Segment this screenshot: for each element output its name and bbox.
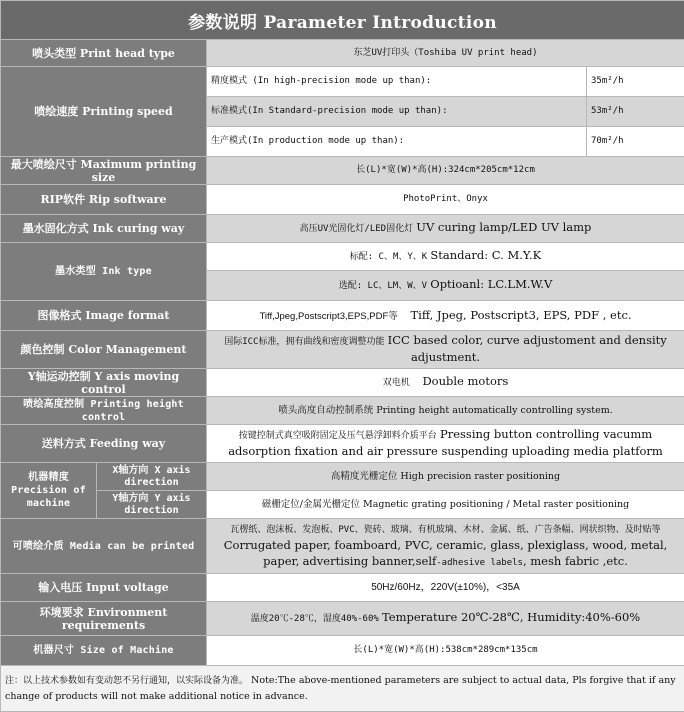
speed-mode-value: 35m²/h (587, 67, 684, 97)
row-environment (1, 602, 684, 636)
image-format-cn: Tiff,Jpeg,Postscript3,EPS,PDF等 (259, 310, 398, 322)
feeding-value-en: Pressing button controlling vacumm adsorption fixation and air pressure suspending uploading media platform (228, 427, 663, 458)
speed-mode-value: 53m²/h (587, 97, 684, 127)
voltage-label: 输入电压 Input voltage (1, 574, 207, 602)
row-note (1, 666, 684, 712)
max-size-value: 长(L)*宽(W)*高(H):324cm*205cm*12cm (207, 157, 684, 185)
row-color (1, 331, 684, 369)
ink-optional (207, 271, 684, 301)
media-value-cn: 瓦楞纸、泡沫板、发泡板、PVC、瓷砖、玻璃、有机玻璃、木材、金属、纸、广告条幅、网状织物、及时贴等 (230, 524, 661, 535)
feeding-value (207, 425, 684, 463)
color-value-en: ICC based color, curve adjustoment and density adjustment. (387, 333, 667, 364)
speed-label: 喷绘速度 Printing speed (1, 67, 207, 157)
page-title: 参数说明 Parameter Introduction (1, 1, 684, 40)
speed-mode-label: 精度模式 (In high-precision mode up than): (207, 67, 587, 97)
media-value-en-c: -adhesive labels (436, 557, 523, 568)
y-axis-value-cn: 双电机 (382, 378, 410, 388)
row-y-axis (1, 369, 684, 397)
max-size-label: 最大喷绘尺寸 Maximum printing size (1, 157, 207, 185)
ink-standard (207, 243, 684, 271)
curing-value-en: UV curing lamp/LED UV lamp (416, 220, 592, 234)
curing-value (207, 215, 684, 243)
media-value (207, 519, 684, 574)
media-label: 可喷绘介质 Media can be printed (1, 519, 207, 574)
footnote-cn: 注：以上技术参数如有变动恕不另行通知，以实际设备为准。 (5, 676, 249, 686)
image-format-en: Tiff, Jpeg, Postscript3, EPS, PDF , etc. (410, 307, 632, 322)
size-label: 机器尺寸 Size of Machine (1, 636, 207, 666)
print-head-label: 喷头类型 Print head type (1, 40, 207, 67)
rip-label: RIP软件 Rip software (1, 185, 207, 215)
environment-value-en: Temperature 20℃-28℃, Humidity:40%-60% (381, 610, 641, 624)
row-speed-1 (1, 67, 684, 97)
row-voltage (1, 574, 684, 602)
curing-label: 墨水固化方式 Ink curing way (1, 215, 207, 243)
row-rip (1, 185, 684, 215)
color-label: 颜色控制 Color Management (1, 331, 207, 369)
media-value-en-d: , mesh fabric ,etc. (522, 553, 628, 568)
precision-y-label: Y轴方向 Y axis direction (97, 491, 207, 519)
y-axis-label: Y轴运动控制 Y axis moving control (1, 369, 207, 397)
ink-standard-en: Standard: C. M.Y.K (430, 248, 542, 262)
ink-optional-cn: 选配: LC、LM、W、V (338, 281, 428, 291)
precision-x-value: 高精度光栅定位 High precision raster positioning (207, 463, 684, 491)
color-value (207, 331, 684, 369)
rip-value: PhotoPrint、Onyx (207, 185, 684, 215)
y-axis-value (207, 369, 684, 397)
media-value-en-a: Corrugated paper, foamboard, PVC, ceramic, glass, plexiglass, wood, metal, paper, (223, 537, 668, 568)
footnote-en: Note:The above-mentioned parameters are subject to actual data, Pls forgive that if any change of products will not make additional notice in advance. (5, 675, 676, 702)
row-feeding (1, 425, 684, 463)
footnote (1, 666, 684, 712)
feeding-label: 送料方式 Feeding way (1, 425, 207, 463)
row-max-size (1, 157, 684, 185)
image-format-value (207, 301, 684, 331)
size-value: 长(L)*宽(W)*高(H):538cm*289cm*135cm (207, 636, 684, 666)
row-print-head (1, 40, 684, 67)
ink-type-label: 墨水类型 Ink type (1, 243, 207, 301)
curing-value-cn: 高压UV光固化灯/LED固化灯 (299, 224, 414, 234)
row-size (1, 636, 684, 666)
row-precision-y (1, 491, 684, 519)
row-image-format (1, 301, 684, 331)
y-axis-value-en: Double motors (422, 374, 509, 388)
row-height-control (1, 397, 684, 425)
precision-x-label: X轴方向 X axis direction (97, 463, 207, 491)
image-format-label: 图像格式 Image format (1, 301, 207, 331)
environment-value (207, 602, 684, 636)
print-head-value: 东芝UV打印头（Toshiba UV print head) (207, 40, 684, 67)
feeding-value-cn: 按键控制式真空吸附固定及压气悬浮卸料介质平台 (238, 431, 437, 441)
precision-label: 机器精度 Precision of machine (1, 463, 97, 519)
environment-label: 环境要求 Environment requirements (1, 602, 207, 636)
row-ink-1 (1, 243, 684, 271)
title-row (1, 1, 684, 40)
voltage-value: 50Hz/60Hz，220V(±10%)，<35A (207, 574, 684, 602)
ink-optional-en: Optioanl: LC.LM.W.V (430, 277, 553, 291)
color-value-cn: 国际ICC标准，拥有曲线和密度调整功能 (224, 337, 385, 347)
speed-mode-label: 生产模式(In production mode up than): (207, 127, 587, 157)
speed-mode-label: 标准模式(In Standard-precision mode up than): (207, 97, 587, 127)
height-control-value: 喷头高度自动控制系统 Printing height automatically controlling system. (207, 397, 684, 425)
ink-standard-cn: 标配: C、M、Y、K (349, 252, 428, 262)
speed-mode-value: 70m²/h (587, 127, 684, 157)
row-media (1, 519, 684, 574)
environment-value-cn: 温度20℃-28℃，湿度40%-60% (250, 614, 379, 624)
height-control-label: 喷绘高度控制 Printing height control (1, 397, 207, 425)
row-curing (1, 215, 684, 243)
row-precision-x (1, 463, 684, 491)
media-value-en-b: advertising banner,self (302, 553, 437, 568)
precision-y-value: 磁栅定位/金属光栅定位 Magnetic grating positioning / Metal raster positioning (207, 491, 684, 519)
